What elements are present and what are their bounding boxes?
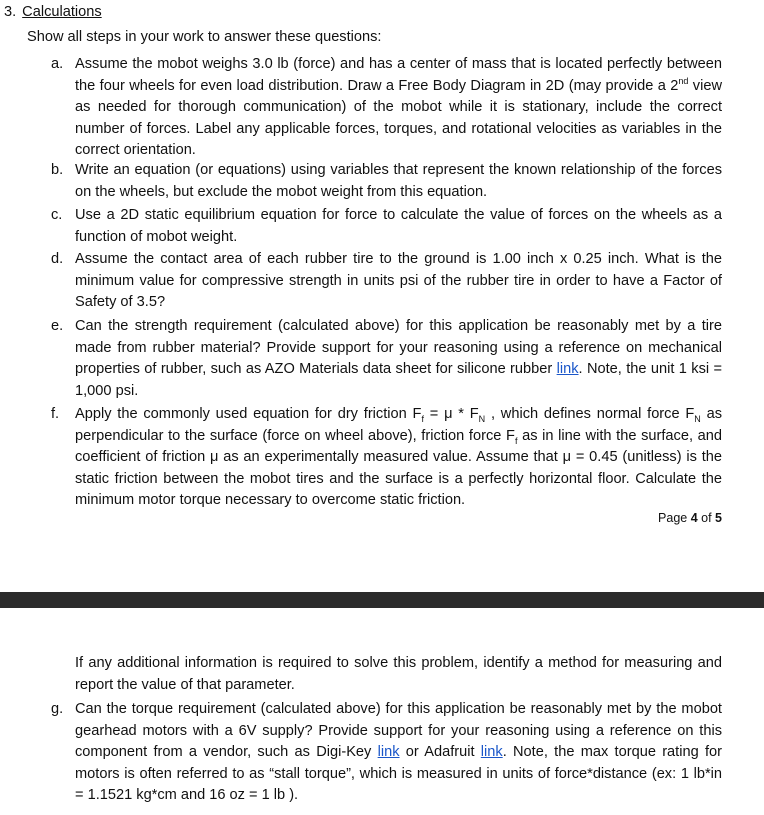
question-letter: a. bbox=[51, 56, 64, 72]
document-page-5 bbox=[0, 608, 764, 815]
question-letter: f. bbox=[51, 406, 60, 422]
digikey-link[interactable]: link bbox=[377, 744, 400, 761]
question-text: Can the strength requirement (calculated above) for this application be reasonably met by a tire made from rubber material? Provide support for your reasoning using a reference on mechanical properties of rubber, such as AZO Materials data sheet for silicone rubber link. Note, the unit 1 ksi = 1,000 psi. bbox=[75, 318, 723, 399]
question-letter: e. bbox=[51, 318, 64, 334]
instructions: Show all steps in your work to answer these questions: bbox=[27, 29, 382, 45]
question-text: Assume the contact area of each rubber tire to the ground is 1.00 inch x 0.25 inch. What is the minimum value for compressive strength in units psi of the rubber tire in order to have a Factor of Safety of 3.5? bbox=[75, 251, 722, 311]
question-text: Apply the commonly used equation for dry friction $F_f = \mu * F_N$ , which defines normal force $F_N$ as perpendicular to the surface (force on wheel above), friction force $F_f$ as in line with the surface, and coefficient of friction μ as an experimentally measured value. Assume that μ = 0.45 (unitless) is the static friction between the mobot tires and the surface is a perfectly horizontal floor. Calculate the minimum motor torque necessary to overcome static friction. bbox=[75, 406, 723, 509]
ordinal-suffix: nd bbox=[678, 75, 689, 86]
silicone-rubber-link[interactable]: link bbox=[556, 361, 579, 378]
question-text: Write an equation (or equations) using variables that represent the known relationship of the forces on the wheels, but exclude the mobot weight from this equation. bbox=[75, 162, 722, 200]
question-letter: g. bbox=[51, 701, 64, 717]
adafruit-link[interactable]: link bbox=[480, 744, 503, 761]
question-letter: b. bbox=[51, 162, 64, 178]
question-f-continuation: If any additional information is required to solve this problem, identify a method for measuring and report the value of that parameter. bbox=[75, 655, 722, 693]
question-text: Assume the mobot weighs 3.0 lb (force) and has a center of mass that is located perfectly between the four wheels for even load distribution. Draw a Free Body Diagram in 2D (may provide a 2nd view as needed for thorough communication) of the mobot while it is stationary, include the correct number of forces. Label any applicable forces, torques, and rotational velocities as variables in the correct orientation. bbox=[75, 56, 722, 159]
question-text: Can the torque requirement (calculated above) for this application be reasonably met by the mobot gearhead motors with a 6V supply? Provide support for your reasoning using a reference on this component from a vendor, such as Digi-Key link or Adafruit link. Note, the max torque rating for motors is often referred to as “stall torque”, which is measured in units of force*distance (ex: 1 lb*in = 1.1521 kg*cm and 16 oz = 1 lb ). bbox=[75, 701, 722, 804]
section-title: Calculations bbox=[22, 4, 102, 20]
section-number: 3. bbox=[4, 4, 17, 20]
question-letter: c. bbox=[51, 207, 63, 223]
question-text: Use a 2D static equilibrium equation for force to calculate the value of forces on the wheels as a function of mobot weight. bbox=[75, 207, 722, 245]
question-letter: d. bbox=[51, 251, 64, 267]
section-heading bbox=[4, 2, 102, 22]
page-number: Page 4 of 5 bbox=[658, 511, 722, 525]
page-break-divider bbox=[0, 592, 764, 608]
